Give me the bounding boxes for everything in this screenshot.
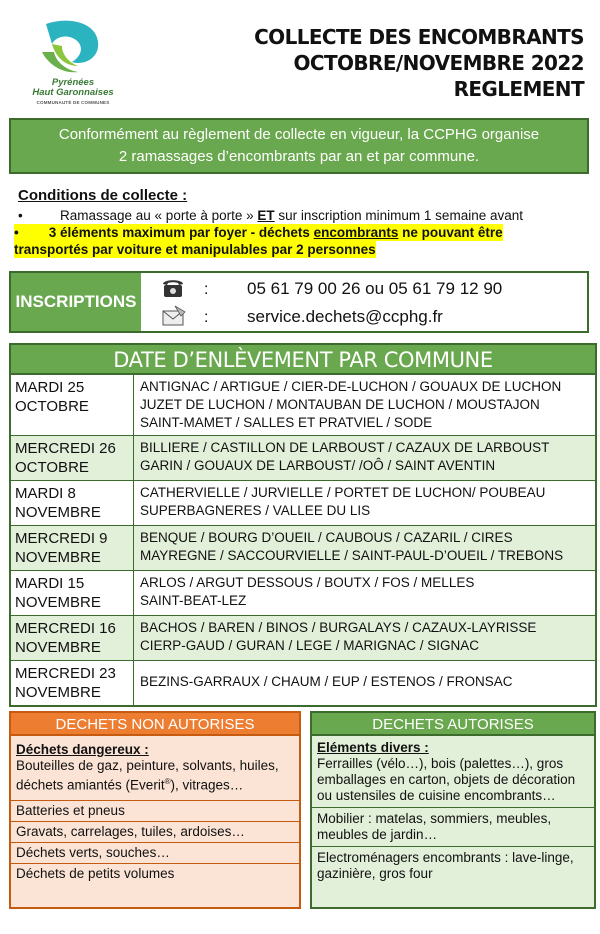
communes-cell [134, 526, 595, 570]
communes-line: BILLIERE / CASTILLON DE LARBOUST / CAZAUX DE LARBOUST [140, 440, 550, 455]
logo-name [18, 78, 128, 98]
logo [18, 14, 128, 110]
logo-mark-icon [38, 18, 110, 78]
non-authorized-heading: DECHETS NON AUTORISES [11, 713, 299, 736]
condition-1-pre: Ramassage au « porte à porte » [60, 208, 258, 223]
date-month: OCTOBRE [15, 398, 89, 415]
title-line2: OCTOBRE/NOVEMBRE 2022 [293, 51, 584, 75]
communes-line: BEZINS-GARRAUX / CHAUM / EUP / ESTENOS / FRONSAC [140, 674, 513, 689]
date-cell [11, 436, 134, 480]
list-item: Batteries et pneus [11, 801, 299, 822]
title-line3: REGLEMENT [453, 77, 584, 101]
dangerous-waste-cell [11, 736, 299, 801]
registered-mark: ® [164, 777, 171, 786]
condition-item-1-text [60, 207, 523, 224]
date-month: NOVEMBRE [15, 504, 101, 521]
various-items-cell [312, 736, 594, 808]
date-cell [11, 661, 134, 705]
date-month: NOVEMBRE [15, 684, 101, 701]
date-day: MERCREDI 9 [15, 530, 108, 547]
various-items-title: Eléments divers : [317, 740, 429, 755]
communes-line: MAYREGNE / SACCOURVIELLE / SAINT-PAUL-D’OUEIL / TREBONS [140, 548, 564, 563]
table-row [11, 481, 595, 526]
colon: : [204, 281, 209, 298]
communes-line: CATHERVIELLE / JURVIELLE / PORTET DE LUCHON/ POUBEAU [140, 485, 546, 500]
communes-line: JUZET DE LUCHON / MONTAUBAN DE LUCHON / MOUSTAJON [140, 397, 540, 412]
communes-line: GARIN / GOUAUX DE LARBOUST/ /OÔ / SAINT AVENTIN [140, 458, 496, 473]
communes-line: SUPERBAGNERES / VALLEE DU LIS [140, 503, 371, 518]
condition-item-2 [14, 224, 590, 258]
list-item: Electroménagers encombrants : lave-linge, gazinière, gros four [317, 850, 574, 881]
list-item: Déchets de petits volumes [16, 865, 175, 881]
logo-line2: Haut Garonnaises [32, 87, 114, 98]
date-cell [11, 571, 134, 615]
logo-line1: Pyrénées [51, 77, 95, 88]
date-day: MARDI 25 [15, 379, 85, 396]
table-row [11, 616, 595, 661]
various-items-text: Ferrailles (vélo…), bois (palettes…), gros emballages en carton, objets de décoration ou ustensiles de cuisine encombrants… [317, 756, 576, 803]
envelope-icon [161, 304, 187, 328]
intro-line2: 2 ramassages d’encombrants par an et par commune. [118, 148, 480, 165]
dangerous-waste-end: ), vitrages… [170, 777, 244, 793]
email-address[interactable]: service.dechets@ccphg.fr [247, 307, 443, 326]
authorized-heading: DECHETS AUTORISES [312, 713, 594, 736]
list-item: Déchets verts, souches… [11, 843, 299, 864]
communes-line: SAINT-BEAT-LEZ [140, 593, 247, 608]
phone-number[interactable]: 05 61 79 00 26 ou 05 61 79 12 90 [247, 279, 503, 298]
date-day: MERCREDI 16 [15, 620, 116, 637]
communes-line: SAINT-MAMET / SALLES ET PRATVIEL / SODE [140, 415, 433, 430]
date-day: MARDI 8 [15, 485, 76, 502]
inscriptions-box [9, 271, 589, 333]
date-day: MERCREDI 23 [15, 665, 116, 682]
intro-line1: Conformément au règlement de collecte en vigueur, la CCPHG organise [58, 126, 540, 143]
date-day: MARDI 15 [15, 575, 85, 592]
condition-2-encombrants: encombrants [313, 225, 399, 240]
date-cell [11, 481, 134, 525]
communes-cell [134, 375, 595, 435]
communes-line: BACHOS / BAREN / BINOS / BURGALAYS / CAZAUX-LAYRISSE [140, 620, 537, 635]
non-authorized-waste-box [9, 711, 301, 909]
conditions-title: Conditions de collecte : [18, 187, 188, 204]
condition-2-pre: 3 éléments maximum par foyer - déchets [48, 225, 314, 240]
date-cell [11, 616, 134, 660]
dangerous-waste-text: Bouteilles de gaz, peinture, solvants, huiles, déchets amiantés (Everit [16, 758, 279, 793]
communes-cell [134, 661, 595, 705]
date-cell [11, 375, 134, 435]
date-month: OCTOBRE [15, 459, 89, 476]
date-cell [11, 526, 134, 570]
table-row [11, 375, 595, 436]
communes-cell [134, 571, 595, 615]
communes-cell [134, 481, 595, 525]
dangerous-waste-title: Déchets dangereux : [16, 742, 149, 757]
communes-line: ARLOS / ARGUT DESSOUS / BOUTX / FOS / MELLES [140, 575, 475, 590]
date-month: NOVEMBRE [15, 549, 101, 566]
communes-line: CIERP-GAUD / GURAN / LEGE / MARIGNAC / SIGNAC [140, 638, 480, 653]
condition-2-post: ne pouvant être [398, 225, 503, 240]
condition-2-line2: transportés par voiture et manipulables par 2 personnes [14, 242, 376, 257]
communes-line: BENQUE / BOURG D’OUEIL / CAUBOUS / CAZARIL / CIRES [140, 530, 513, 545]
table-row [11, 571, 595, 616]
table-row [11, 661, 595, 705]
intro-banner [9, 118, 589, 174]
dates-table [9, 343, 597, 707]
communes-line: ANTIGNAC / ARTIGUE / CIER-DE-LUCHON / GOUAUX DE LUCHON [140, 379, 562, 394]
dates-heading: DATE D’ENLÈVEMENT PAR COMMUNE [11, 345, 595, 375]
date-month: NOVEMBRE [15, 594, 101, 611]
table-row [11, 526, 595, 571]
telephone-icon [161, 276, 185, 300]
logo-subtitle: COMMUNAUTÉ DE COMMUNES [36, 100, 110, 105]
table-row [11, 436, 595, 481]
authorized-waste-box [310, 711, 596, 909]
bullet-icon: • [14, 225, 19, 240]
title-line1: COLLECTE DES ENCOMBRANTS [254, 25, 584, 49]
bullet-icon: • [18, 208, 23, 223]
inscriptions-label: INSCRIPTIONS [11, 273, 141, 331]
date-day: MERCREDI 26 [15, 440, 116, 457]
condition-1-et: ET [257, 208, 275, 223]
page-title [254, 24, 584, 102]
date-month: NOVEMBRE [15, 639, 101, 656]
communes-cell [134, 616, 595, 660]
list-item: Gravats, carrelages, tuiles, ardoises… [11, 822, 299, 843]
condition-1-post: sur inscription minimum 1 semaine avant [274, 208, 523, 223]
colon: : [204, 309, 209, 326]
communes-cell [134, 436, 595, 480]
list-item: Mobilier : matelas, sommiers, meubles, meubles de jardin… [312, 808, 594, 847]
